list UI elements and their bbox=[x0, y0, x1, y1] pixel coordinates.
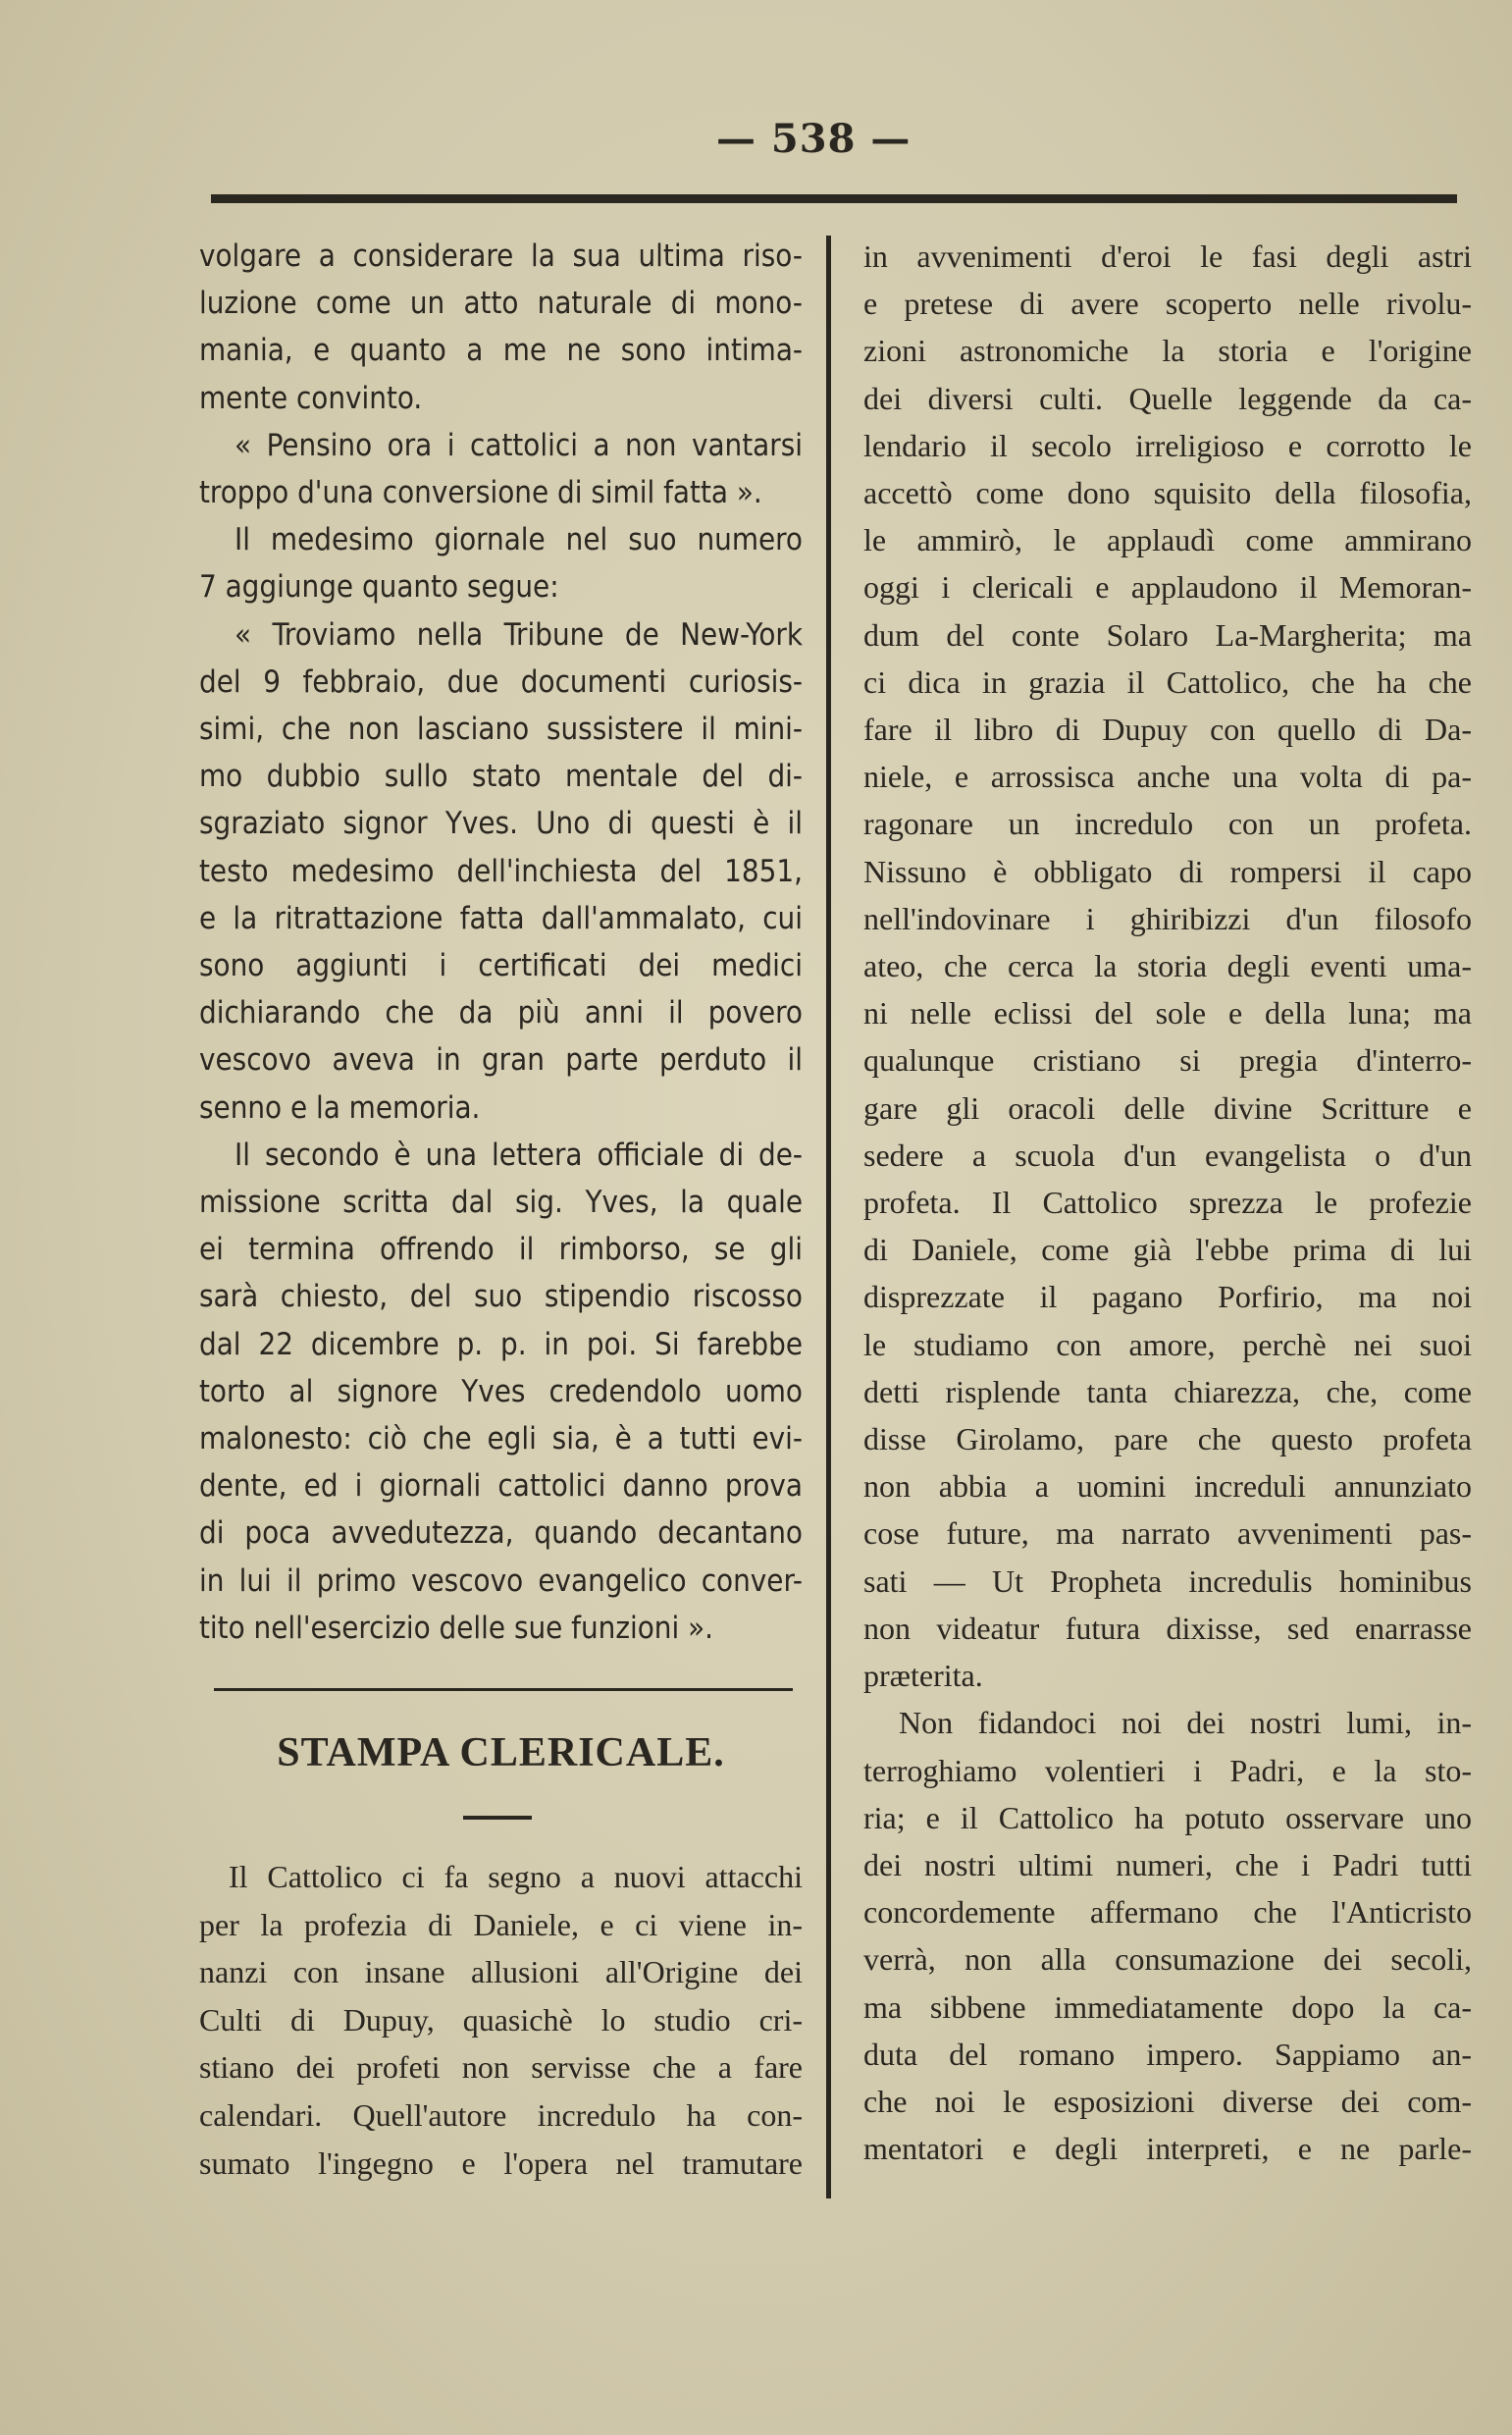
text-line: missione scritta dal sig. Yves, la quale bbox=[199, 1185, 803, 1221]
text-line: calendari. Quell'autore incredulo ha con- bbox=[199, 2096, 803, 2133]
text-line: lendario il secolo irreligioso e corrotto le bbox=[863, 427, 1472, 463]
text-line: fare il libro di Dupuy con quello di Da- bbox=[863, 712, 1472, 748]
text-line: dente, ed i giornali cattolici danno prova bbox=[199, 1468, 803, 1505]
text-line: testo medesimo dell'inchiesta del 1851, bbox=[199, 853, 803, 889]
text-line: e pretese di avere scoperto nelle rivolu- bbox=[863, 286, 1472, 322]
text-line: sgraziato signor Yves. Uno di questi è il bbox=[199, 806, 803, 842]
text-line: profeta. Il Cattolico sprezza le profezie bbox=[863, 1185, 1472, 1221]
text-line: vescovo aveva in gran parte perduto il bbox=[199, 1042, 803, 1079]
text-line: dal 22 dicembre p. p. in poi. Si farebbe bbox=[199, 1326, 803, 1362]
text-line: concordemente affermano che l'Anticristo bbox=[863, 1894, 1472, 1931]
text-line: stiano dei profeti non servisse che a fare bbox=[199, 2049, 803, 2086]
text-line: « Pensino ora i cattolici a non vantarsi bbox=[235, 427, 803, 463]
text-line: ni nelle eclissi del sole e della luna; ma bbox=[863, 995, 1472, 1032]
text-line: nell'indovinare i ghiribizzi d'un filosofo bbox=[863, 900, 1472, 936]
text-line: sati — Ut Propheta incredulis hominibus bbox=[863, 1562, 1472, 1599]
text-line: disse Girolamo, pare che questo profeta bbox=[863, 1421, 1472, 1457]
text-line: Culti di Dupuy, quasichè lo studio cri- bbox=[199, 2001, 803, 2038]
text-line: dei diversi culti. Quelle leggende da ca- bbox=[863, 380, 1472, 416]
section-rule bbox=[214, 1688, 793, 1691]
text-line: senno e la memoria. bbox=[199, 1089, 481, 1126]
text-line: del 9 febbraio, due documenti curiosis- bbox=[199, 663, 803, 700]
text-line: gare gli oracoli delle divine Scritture e bbox=[863, 1089, 1472, 1126]
page-number: — 538 — bbox=[716, 116, 912, 162]
text-line: ci dica in grazia il Cattolico, che ha che bbox=[863, 663, 1472, 700]
text-line: tito nell'esercizio delle sue funzioni ». bbox=[199, 1610, 713, 1646]
text-line: di Daniele, come già l'ebbe prima di lui bbox=[863, 1232, 1472, 1268]
text-line: detti risplende tanta chiarezza, che, come bbox=[863, 1373, 1472, 1409]
text-line: terroghiamo volentieri i Padri, e la sto- bbox=[863, 1752, 1472, 1788]
text-line: nanzi con insane allusioni all'Origine dei bbox=[199, 1954, 803, 1990]
text-line: mo dubbio sullo stato mentale del di- bbox=[199, 759, 803, 795]
text-line: ragonare un incredulo con un profeta. bbox=[863, 806, 1472, 842]
text-line: in avvenimenti d'eroi le fasi degli astri bbox=[863, 238, 1472, 274]
text-line: 7 aggiunge quanto segue: bbox=[199, 569, 559, 606]
text-line: non abbia a uomini increduli annunziato bbox=[863, 1468, 1472, 1505]
text-line: qualunque cristiano si pregia d'interro- bbox=[863, 1042, 1472, 1079]
left-lower-column bbox=[199, 1853, 803, 2187]
text-line: accettò come dono squisito della filosofia, bbox=[863, 475, 1472, 511]
text-line: sono aggiunti i certificati dei medici bbox=[199, 948, 803, 984]
text-line: luzione come un atto naturale di mono- bbox=[199, 286, 803, 322]
section-title: STAMPA CLERICALE. bbox=[277, 1730, 725, 1775]
text-line: ma sibbene immediatamente dopo la ca- bbox=[863, 1988, 1472, 2025]
text-line: sumato l'ingegno e l'opera nel tramutare bbox=[199, 2144, 803, 2181]
text-line: simi, che non lasciano sussistere il mini- bbox=[199, 712, 803, 748]
text-line: « Troviamo nella Tribune de New-York bbox=[235, 616, 803, 653]
text-line: di poca avvedutezza, quando decantano bbox=[199, 1515, 803, 1552]
text-line: Non fidandoci noi dei nostri lumi, in- bbox=[899, 1705, 1472, 1741]
text-line: mania, e quanto a me ne sono intima- bbox=[199, 333, 803, 369]
text-line: dum del conte Solaro La-Margherita; ma bbox=[863, 616, 1472, 653]
text-line: che noi le esposizioni diverse dei com- bbox=[863, 2083, 1472, 2119]
text-line: non videatur futura dixisse, sed enarrasse bbox=[863, 1610, 1472, 1646]
text-line: ei termina offrendo il rimborso, se gli bbox=[199, 1232, 803, 1268]
title-underline bbox=[463, 1816, 532, 1820]
text-line: præterita. bbox=[863, 1658, 983, 1694]
text-line: sedere a scuola d'un evangelista o d'un bbox=[863, 1137, 1472, 1173]
text-line: Nissuno è obbligato di rompersi il capo bbox=[863, 853, 1472, 889]
text-line: disprezzate il pagano Porfirio, ma noi bbox=[863, 1279, 1472, 1315]
text-line: in lui il primo vescovo evangelico conver- bbox=[199, 1562, 803, 1599]
text-line: Il Cattolico ci fa segno a nuovi attacchi bbox=[229, 1859, 803, 1894]
text-line: mente convinto. bbox=[199, 380, 423, 416]
text-line: per la profezia di Daniele, e ci viene in- bbox=[199, 1906, 803, 1942]
text-line: dichiarando che da più anni il povero bbox=[199, 995, 803, 1032]
text-line: sarà chiesto, del suo stipendio riscosso bbox=[199, 1279, 803, 1315]
text-line: Il secondo è una lettera officiale di de- bbox=[235, 1137, 803, 1173]
text-line: volgare a considerare la sua ultima riso- bbox=[199, 238, 803, 274]
text-line: torto al signore Yves credendolo uomo bbox=[199, 1373, 803, 1409]
text-line: niele, e arrossisca anche una volta di pa- bbox=[863, 759, 1472, 795]
text-line: mentatori e degli interpreti, e ne parle- bbox=[863, 2131, 1472, 2167]
left-column bbox=[199, 233, 803, 1652]
text-line: malonesto: ciò che egli sia, è a tutti evi- bbox=[199, 1421, 803, 1457]
text-line: e la ritrattazione fatta dall'ammalato, cui bbox=[199, 900, 803, 936]
text-line: verrà, non alla consumazione dei secoli, bbox=[863, 1941, 1472, 1978]
text-line: ria; e il Cattolico ha potuto osservare uno bbox=[863, 1799, 1472, 1835]
text-line: zioni astronomiche la storia e l'origine bbox=[863, 333, 1472, 369]
text-line: le studiamo con amore, perchè nei suoi bbox=[863, 1326, 1472, 1362]
right-column bbox=[863, 233, 1472, 2172]
header-rule bbox=[211, 194, 1457, 203]
text-line: duta del romano impero. Sappiamo an- bbox=[863, 2036, 1472, 2072]
text-line: Il medesimo giornale nel suo numero bbox=[235, 522, 803, 558]
text-line: ateo, che cerca la storia degli eventi uma- bbox=[863, 948, 1472, 984]
text-line: oggi i clericali e applaudono il Memoran- bbox=[863, 569, 1472, 606]
text-line: cose future, ma narrato avvenimenti pas- bbox=[863, 1515, 1472, 1552]
text-line: le ammirò, le applaudì come ammirano bbox=[863, 522, 1472, 558]
column-divider bbox=[826, 236, 831, 2198]
text-line: troppo d'una conversione di simil fatta ». bbox=[199, 475, 762, 511]
text-line: dei nostri ultimi numeri, che i Padri tutti bbox=[863, 1846, 1472, 1882]
